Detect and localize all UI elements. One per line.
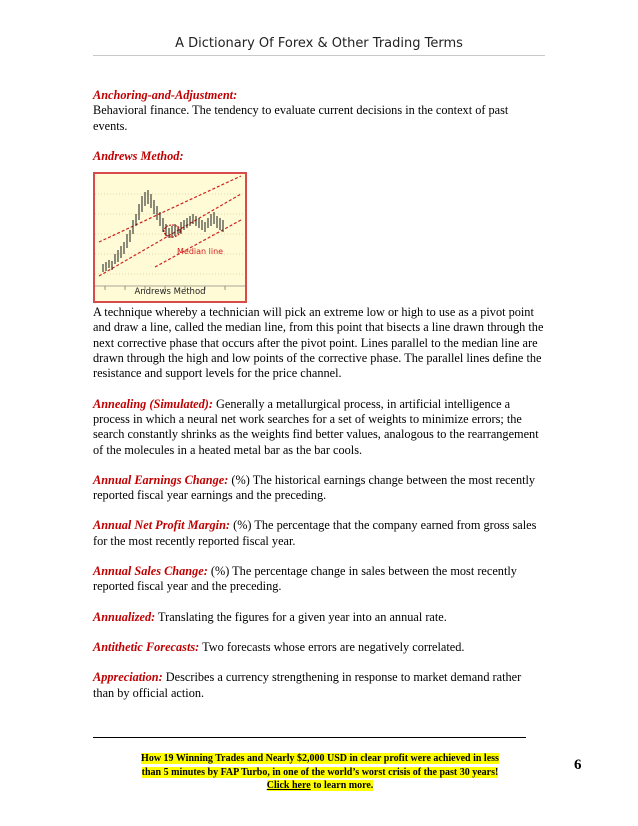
page-header-title: A Dictionary Of Forex & Other Trading Terms — [175, 36, 463, 51]
entry-term: Annual Net Profit Margin: — [93, 518, 231, 533]
promo-line-2: than 5 minutes by FAP Turbo, in one of the world’s worst crisis of the past 30 years! — [141, 766, 499, 778]
figure-caption: Andrews Method — [134, 286, 206, 297]
entry-definition: A technique whereby a technician will pick an extreme low or high to use as a pivot point and draw a line, called the median line, from this point that bisects a line drawn through the next corrective phase that occurs after the pivot point. Lines parallel to the median line are drawn through the high and low points of the corrective phase. The parallel lines define the resistance and support levels for the price channel. — [93, 305, 544, 381]
entry-annual-earnings-change — [93, 473, 545, 504]
promo-line-1: How 19 Winning Trades and Nearly $2,000 USD in clear profit were achieved in less — [141, 753, 499, 764]
entry-term: Annual Sales Change: — [93, 564, 208, 579]
entry-term: Andrews Method: — [93, 148, 184, 163]
entry-appreciation — [93, 670, 545, 701]
footer-divider — [93, 737, 526, 738]
entry-definition: Translating the figures for a given year into an annual rate. — [158, 609, 447, 624]
entry-term: Anchoring-and-Adjustment — [93, 88, 234, 102]
entry-definition: (%) The percentage change in sales between the most recently reported fiscal year and the preceding. — [93, 564, 517, 594]
entry-term: Antithetic Forecasts: — [93, 639, 200, 654]
median-line-label: Median line — [177, 247, 224, 257]
entry-term-colon: : — [233, 88, 238, 102]
andrews-method-chart — [95, 174, 245, 301]
click-here-link[interactable]: Click here — [266, 780, 311, 791]
page-number: 6 — [574, 757, 582, 773]
promo-link-wrapper — [267, 780, 374, 791]
entry-definition: Behavioral finance. The tendency to evaluate current decisions in the context of past events. — [93, 103, 509, 133]
header-divider — [93, 55, 545, 56]
entry-definition: Describes a currency strengthening in response to market demand rather than by official action. — [93, 670, 522, 700]
promo-banner — [130, 752, 510, 793]
andrews-method-figure — [93, 172, 247, 303]
entry-annual-sales-change — [93, 564, 545, 595]
entry-definition: Two forecasts whose errors are negatively correlated. — [202, 639, 465, 654]
entry-definition: (%) The percentage that the company earned from gross sales for the most recently reported fiscal year. — [93, 518, 537, 548]
promo-link-suffix: to learn more. — [310, 780, 374, 791]
entry-antithetic-forecasts — [93, 640, 545, 655]
entry-annualized — [93, 610, 545, 625]
entry-term: Annualized: — [93, 609, 156, 624]
entry-term: Annual Earnings Change: — [93, 472, 229, 487]
dictionary-content — [93, 88, 545, 716]
entry-term: Appreciation: — [93, 670, 163, 685]
entry-andrews-definition — [93, 305, 545, 381]
entry-definition: Generally a metallurgical process, in artificial intelligence a process in which a neural net work searches for a set of weights to minimize errors; the search constantly shrinks as the weights find better values, analogous to the rearrangement of the molecules in a heated metal bar as the bar cools. — [93, 396, 539, 457]
entry-definition: (%) The historical earnings change between the most recently reported fiscal year earnings and the preceding. — [93, 472, 536, 503]
entry-annealing — [93, 397, 545, 458]
entry-annual-net-profit-margin — [93, 518, 545, 549]
entry-andrews-method — [93, 149, 545, 303]
entry-term: Annealing (Simulated): — [93, 396, 213, 411]
entry-anchoring — [93, 88, 545, 134]
